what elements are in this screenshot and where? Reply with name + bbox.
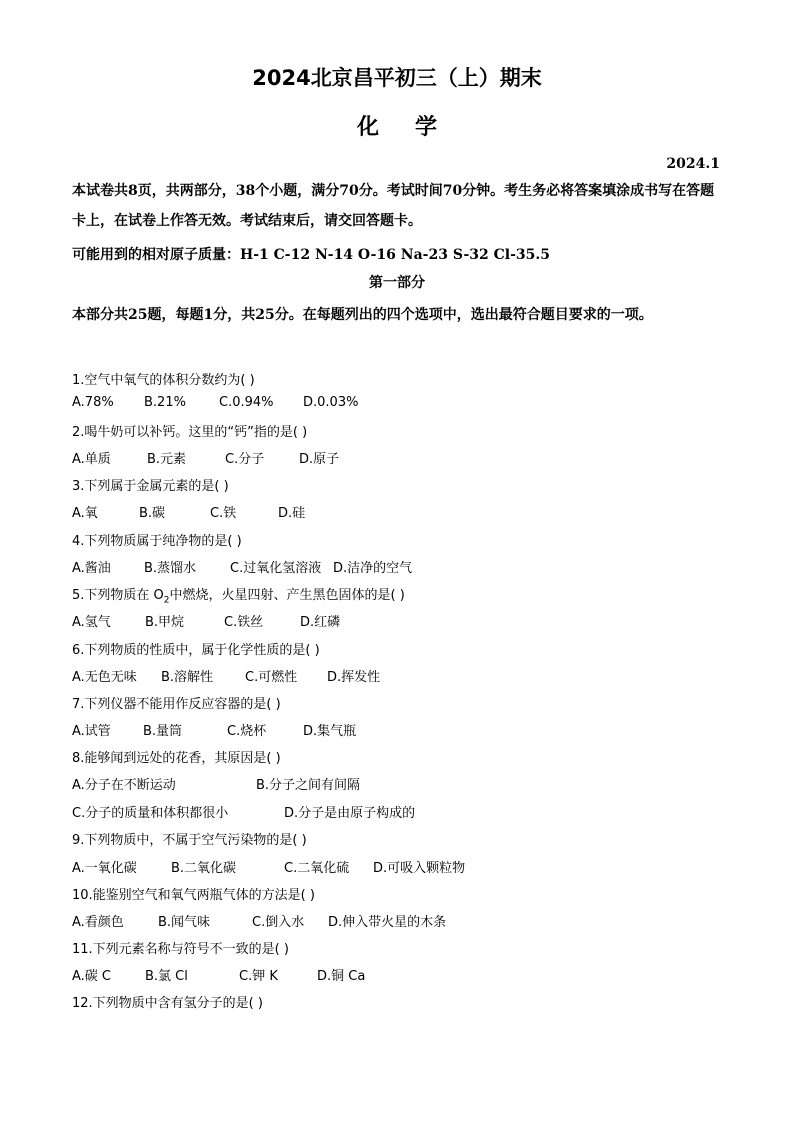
option: C.0.94% (219, 395, 274, 410)
option: A.氢气 (72, 615, 111, 630)
option: A.看颜色 (72, 915, 124, 930)
option: D.硅 (278, 506, 306, 521)
option: A.一氧化碳 (72, 861, 137, 876)
option: A.氧 (72, 506, 98, 521)
option: D.0.03% (303, 395, 359, 410)
question-options (72, 395, 358, 410)
question-options (72, 911, 446, 930)
question-options (72, 502, 305, 521)
exam-notice: 本试卷共8页，共两部分，38个小题，满分70分。考试时间70分钟。考生务必将答案填涂成书写在答题卡上，在试卷上作答无效。考试结束后，请交回答题卡。 (72, 183, 715, 229)
section-intro: 本部分共25题，每题1分，共25分。在每题列出的四个选项中，选出最符合题目要求的一项。 (72, 307, 653, 323)
option: D.集气瓶 (303, 724, 357, 739)
option: B.分子之间有间隔 (256, 778, 361, 793)
option: A.单质 (72, 452, 111, 467)
question-stem: 5.下列物质在 $O_2$中燃烧，火星四射、产生黑色固体的是( ) (72, 588, 405, 606)
question-stem: 11.下列元素名称与符号不一致的是( ) (72, 942, 289, 957)
question-options (72, 774, 360, 793)
option: C.钾 K (239, 969, 278, 984)
option: C.铁 (210, 506, 237, 521)
option: A.78% (72, 395, 114, 410)
question-options (72, 720, 356, 739)
option: D.原子 (299, 452, 340, 467)
option: B.溶解性 (161, 670, 214, 685)
option: C.分子的质量和体积都很小 (72, 806, 229, 821)
question-options (72, 448, 339, 467)
option: D.伸入带火星的木条 (328, 915, 447, 930)
option: D.铜 Ca (317, 969, 366, 984)
option: C.过氧化氢溶液 (230, 561, 322, 576)
option: D.红磷 (300, 615, 341, 630)
question-stem: 6.下列物质的性质中，属于化学性质的是( ) (72, 643, 320, 658)
option: A.酱油 (72, 561, 111, 576)
option: B.量筒 (143, 724, 183, 739)
option: D.可吸入颗粒物 (373, 861, 466, 876)
option: C.倒入水 (252, 915, 305, 930)
question-stem: 7.下列仪器不能用作反应容器的是( ) (72, 697, 281, 712)
question-stem: 4.下列物质属于纯净物的是( ) (72, 534, 242, 549)
question-options (72, 557, 412, 576)
option: B.蒸馏水 (144, 561, 197, 576)
option: B.闻气味 (158, 915, 211, 930)
question-options (72, 666, 380, 685)
option: B.氯 Cl (145, 969, 188, 984)
option: A.碳 C (72, 969, 112, 984)
option: C.分子 (225, 452, 265, 467)
question-options (72, 857, 465, 876)
option: C.二氧化硫 (284, 861, 350, 876)
option: C.铁丝 (224, 615, 264, 630)
question-stem: 2.喝牛奶可以补钙。这里的“钙”指的是( ) (72, 425, 308, 440)
option: A.无色无味 (72, 670, 137, 685)
option: B.21% (144, 395, 186, 410)
option: A.试管 (72, 724, 111, 739)
option: D.洁净的空气 (333, 561, 413, 576)
question-stem: 12.下列物质中含有氢分子的是( ) (72, 996, 263, 1011)
option: B.二氧化碳 (171, 861, 237, 876)
question-options (72, 802, 415, 821)
exam-title: 2024北京昌平初三（上）期末 (252, 66, 542, 90)
question-options (72, 965, 365, 984)
question-stem: 3.下列属于金属元素的是( ) (72, 479, 229, 494)
question-stem: 1.空气中氧气的体积分数约为( ) (72, 373, 255, 388)
section-title: 第一部分 (369, 275, 425, 291)
question-options (72, 611, 340, 630)
option: B.元素 (147, 452, 187, 467)
option: D.挥发性 (327, 670, 381, 685)
subject-title: 化学 (356, 114, 473, 140)
exam-date: 2024.1 (666, 156, 720, 172)
option: A.分子在不断运动 (72, 778, 176, 793)
option: D.分子是由原子构成的 (284, 806, 416, 821)
atomic-masses: 可能用到的相对原子质量：H-1 C-12 N-14 O-16 Na-23 S-32 Cl-35.5 (72, 247, 550, 263)
question-stem: 10.能鉴别空气和氧气两瓶气体的方法是( ) (72, 888, 315, 903)
option: C.烧杯 (227, 724, 267, 739)
question-stem: 8.能够闻到远处的花香，其原因是( ) (72, 751, 281, 766)
question-stem: 9.下列物质中，不属于空气污染物的是( ) (72, 833, 307, 848)
option: C.可燃性 (245, 670, 298, 685)
option: B.碳 (139, 506, 166, 521)
option: B.甲烷 (145, 615, 185, 630)
